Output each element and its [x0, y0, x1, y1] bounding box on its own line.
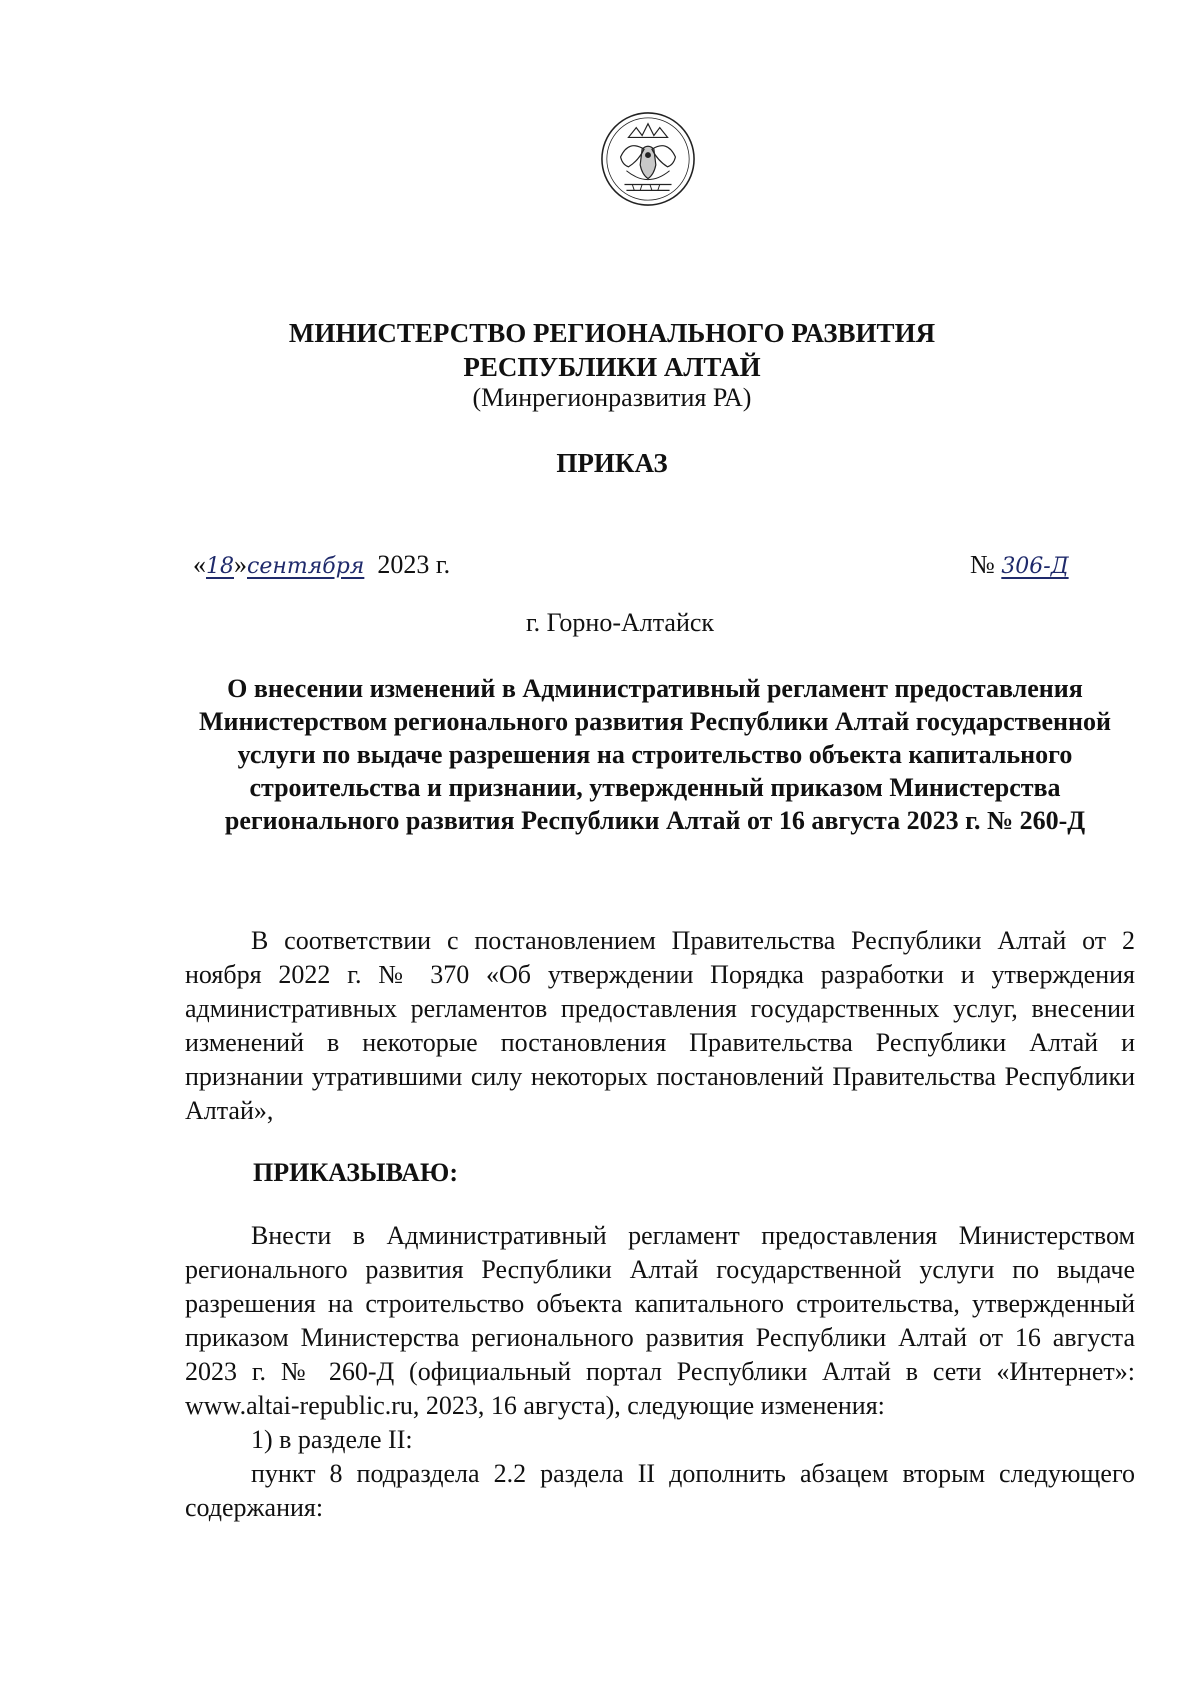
coat-of-arms-emblem-icon: [599, 110, 697, 208]
date-year: 2023 г.: [377, 550, 451, 579]
list-item-1-text: пункт 8 подраздела 2.2 раздела II дополнить абзацем вторым следующего содержания:: [185, 1459, 1135, 1522]
preamble-paragraph: В соответствии с постановлением Правительства Республики Алтай от 2 ноября 2022 г. № 370 «Об утверждении Порядка разработки и утверждения административных регламентов предоставления государственных услуг, внесении изменений в некоторые постановления Правительства Республики Алтай и признании утратившими силу некоторых постановлений Правительства Республики Алтай»,: [185, 926, 1135, 1125]
ministry-line-2: РЕСПУБЛИКИ АЛТАЙ: [463, 352, 761, 382]
ministry-line-1: МИНИСТЕРСТВО РЕГИОНАЛЬНОГО РАЗВИТИЯ: [288, 318, 936, 348]
ministry-name: [12, 316, 1200, 384]
order-number: [970, 548, 1069, 584]
date-close-quote: »: [234, 550, 247, 579]
number-value-handwritten: 306-Д: [1001, 554, 1069, 579]
city: г. Горно-Алтайск: [525, 608, 715, 637]
ministry-abbreviation: (Минрегионразвития РА): [472, 383, 752, 412]
number-sign: №: [970, 550, 995, 579]
order-word: ПРИКАЗЫВАЮ:: [253, 1158, 458, 1187]
date-open-quote: «: [193, 550, 206, 579]
document-type: ПРИКАЗ: [556, 448, 668, 478]
date-month-handwritten: сентября: [247, 554, 365, 579]
body-paragraph: Внести в Административный регламент предоставления Министерством регионального развития Республики Алтай государственной услуги по выдаче разрешения на строительство объекта капитального строительства, утвержденный приказом Министерства регионального развития Республики Алтай от 16 августа 2023 г. № 260-Д (официальный портал Республики Алтай в сети «Интернет»: www.altai-republic.ru, 2023, 16 августа), следующие изменения:: [185, 1221, 1135, 1420]
list-item-1: 1) в разделе II:: [251, 1425, 413, 1454]
order-title: О внесении изменений в Административный регламент предоставления Министерством регионального развития Республики Алтай государственной услуги по выдаче разрешения на строительство объекта капитального строительства и признании, утвержденный приказом Министерства регионального развития Республики Алтай от 16 августа 2023 г. № 260-Д: [199, 674, 1111, 835]
date-day-handwritten: 18: [206, 554, 234, 579]
order-date: [193, 548, 450, 584]
